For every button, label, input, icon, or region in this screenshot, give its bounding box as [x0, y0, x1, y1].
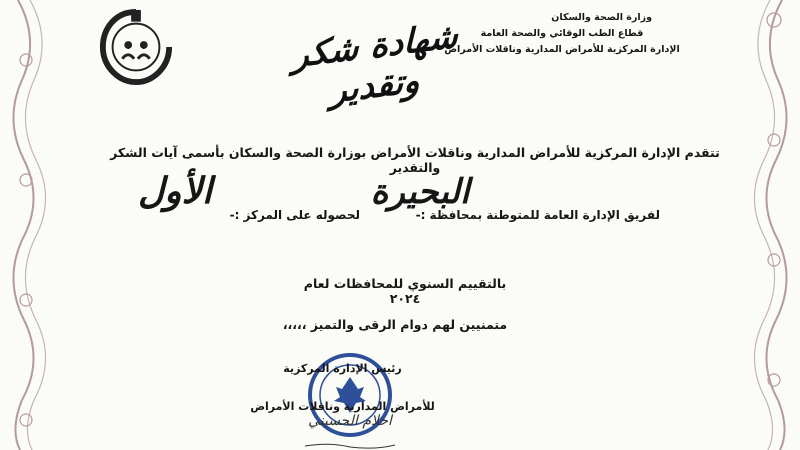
- ornamental-border-left: [0, 0, 62, 450]
- team-label: لفريق الإدارة العامة للمتوطنة بمحافظة :-: [415, 208, 660, 222]
- signatory-title: رئيس الإدارة المركزية: [283, 362, 402, 375]
- sector-name: قطاع الطب الوقائي والصحة العامة: [480, 28, 644, 39]
- team-line: [229, 208, 660, 228]
- rank-handwritten: الأول: [137, 170, 213, 212]
- handwritten-signature: احلام الحسيني: [308, 413, 392, 429]
- certificate-title: شهادة شكر وتقدير: [292, 15, 458, 112]
- evaluation-text: بالتقييم السنوي للمحافظات لعام ٢٠٢٤: [303, 276, 507, 306]
- wishes-text: متمنيين لهم دوام الرقى والتميز ،،،،،: [282, 317, 508, 332]
- department-name: الإدارة المركزية للأمراض المدارية وناقلات الأمراض: [444, 44, 680, 55]
- intro-text: تتقدم الإدارة المركزية للأمراض المدارية وناقلات الأمراض بوزارة الصحة والسكان بأسمى آيات الشكر والتقدير: [110, 145, 720, 175]
- signatory-department: للأمراض المدارية وناقلات الأمراض: [250, 400, 435, 413]
- rank-label: لحصوله على المركز :-: [229, 208, 360, 222]
- signature-block: [245, 360, 440, 416]
- governorate-handwritten: البحيرة: [370, 172, 470, 212]
- signature-stroke: [300, 442, 400, 450]
- ministry-name: وزارة الصحة والسكان: [551, 12, 652, 23]
- ornamental-border-right: [738, 0, 800, 450]
- ministry-logo-icon: [97, 8, 175, 86]
